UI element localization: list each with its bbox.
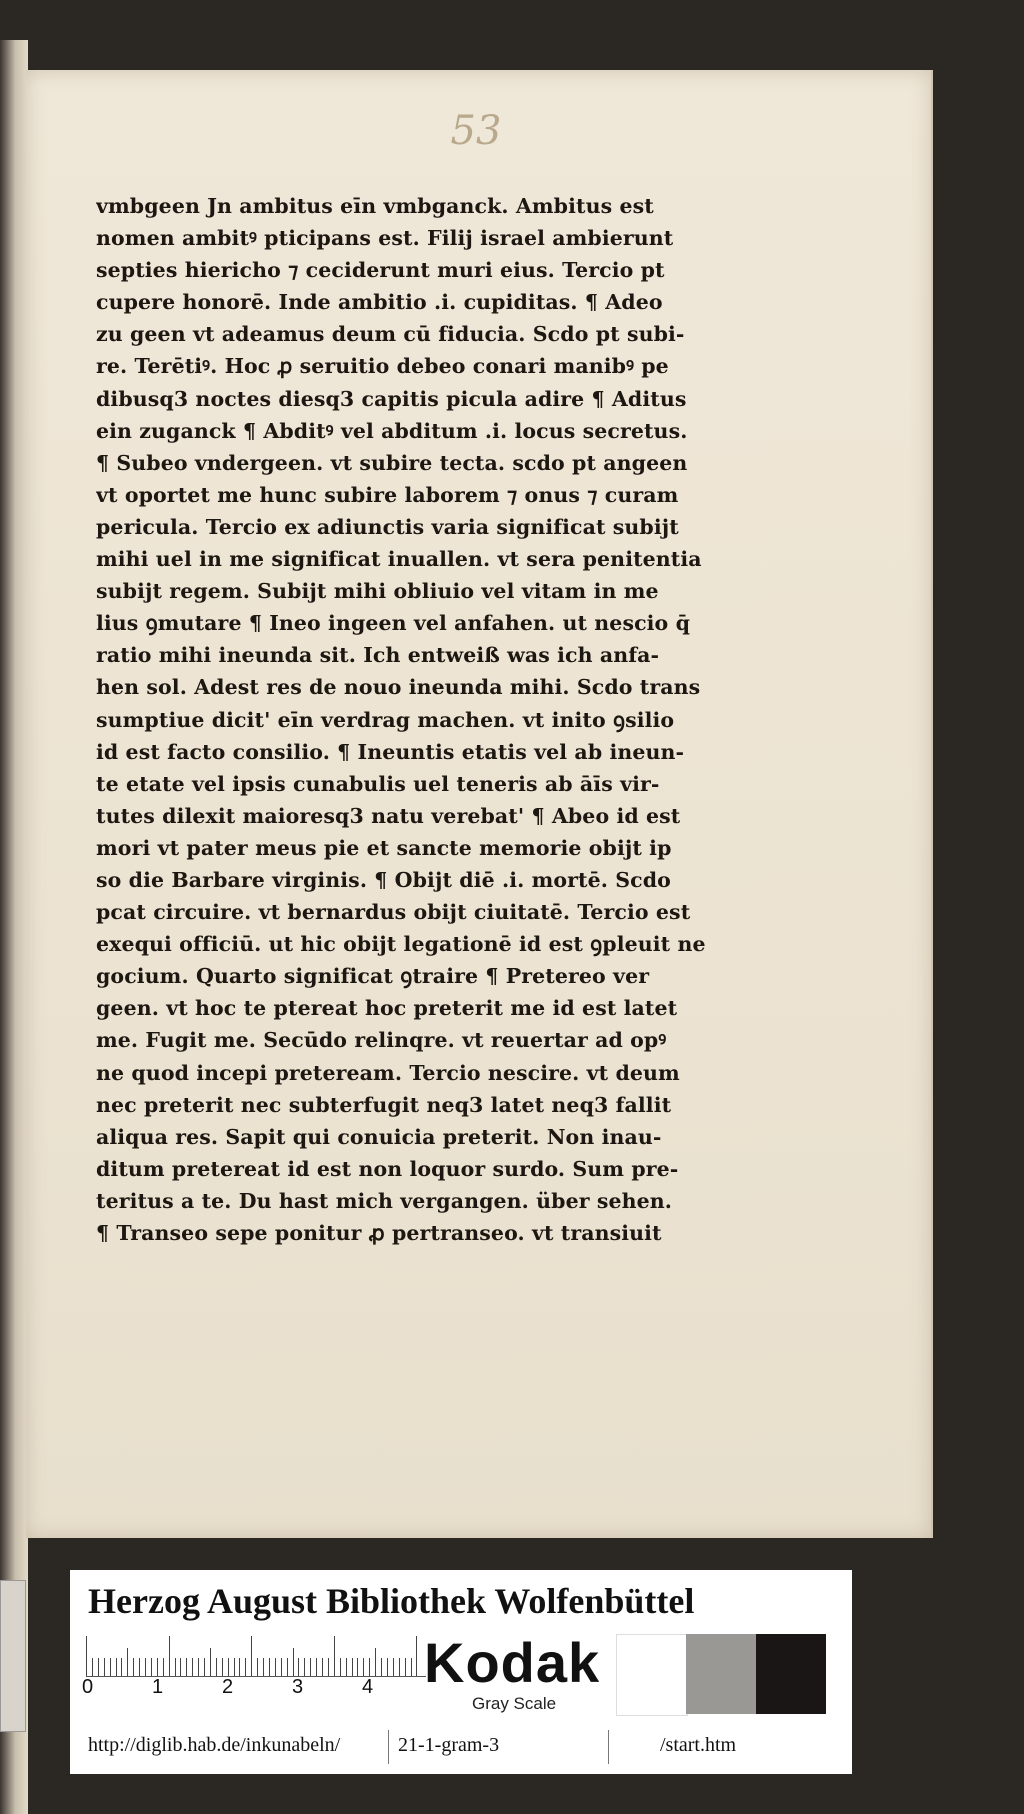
ruler-tick xyxy=(293,1648,294,1676)
ruler-tick xyxy=(116,1658,117,1676)
ruler-tick xyxy=(281,1658,282,1676)
text-line: vmbgeen Jn ambitus eīn vmbganck. Ambitus est xyxy=(96,194,654,218)
side-label xyxy=(0,1580,26,1732)
ruler-tick xyxy=(399,1658,400,1676)
ruler-tick xyxy=(340,1658,341,1676)
text-line: septies hiericho ⁊ ceciderunt muri eius. Tercio pt xyxy=(96,258,665,283)
text-line: pcat circuire. vt bernardus obijt ciuitatē. Tercio est xyxy=(96,900,691,925)
ruler-tick xyxy=(393,1658,394,1676)
ruler-tick xyxy=(175,1658,176,1676)
ruler-tick xyxy=(416,1636,417,1676)
text-line: ein zuganck ¶ Abditꝰ vel abditum .i. locus secretus. xyxy=(96,418,688,443)
text-line: ¶ Transeo sepe ponitur ꝓ pertranseo. vt transiuit xyxy=(96,1221,662,1245)
text-line: so die Barbare virginis. ¶ Obijt diē .i. mortē. Scdo xyxy=(96,867,671,892)
text-line: geen. vt hoc te ptereat hoc preterit me id est latet xyxy=(96,996,678,1021)
ruler-tick xyxy=(375,1648,376,1676)
ruler-tick xyxy=(145,1658,146,1676)
ruler-tick xyxy=(334,1636,335,1676)
ruler-tick xyxy=(239,1658,240,1676)
ruler-tick xyxy=(304,1658,305,1676)
ruler-tick xyxy=(234,1658,235,1676)
color-target-card xyxy=(70,1570,852,1774)
ruler-tick xyxy=(228,1658,229,1676)
url-row xyxy=(88,1730,838,1764)
ruler-tick xyxy=(363,1658,364,1676)
text-line: sumptiue dicit' eīn verdrag machen. vt inito ꝯsilio xyxy=(96,707,675,732)
ruler-tick xyxy=(127,1648,128,1676)
text-line: mori vt pater meus pie et sancte memorie obijt ip xyxy=(96,835,672,860)
text-line: exequi officiū. ut hic obijt legationē id est ꝯpleuit ne xyxy=(96,932,706,957)
ruler-tick xyxy=(328,1658,329,1676)
text-line: ¶ Subeo vndergeen. vt subire tecta. scdo pt angeen xyxy=(96,450,688,475)
text-line: pericula. Tercio ex adiunctis varia significat subijt xyxy=(96,514,679,539)
ruler-number: 4 xyxy=(362,1676,374,1698)
text-line: gocium. Quarto significat ꝯtraire ¶ Pretereo ver xyxy=(96,964,650,989)
ruler-tick xyxy=(92,1658,93,1676)
ruler-tick xyxy=(110,1658,111,1676)
text-line: lius ꝯmutare ¶ Ineo ingeen vel anfahen. ut nescio q̄ xyxy=(96,611,691,636)
text-line: nec preterit nec subterfugit neq3 latet neq3 fallit xyxy=(96,1092,672,1117)
ruler-tick xyxy=(198,1658,199,1676)
ruler-tick xyxy=(216,1658,217,1676)
gray-patch xyxy=(686,1634,756,1714)
text-line: tutes dilexit maioresq3 natu verebat' ¶ Abeo id est xyxy=(96,803,681,828)
ruler-tick xyxy=(251,1636,252,1676)
ruler-tick xyxy=(352,1658,353,1676)
text-block xyxy=(96,190,756,1249)
ruler-tick xyxy=(287,1658,288,1676)
text-line: cupere honorē. Inde ambitio .i. cupiditas. ¶ Adeo xyxy=(96,290,663,315)
ruler-number: 2 xyxy=(222,1676,234,1698)
url-divider xyxy=(608,1730,609,1764)
ruler-tick xyxy=(245,1658,246,1676)
kodak-logo: Kodak xyxy=(424,1631,601,1694)
ruler-tick xyxy=(316,1658,317,1676)
text-line: hen sol. Adest res de nouo ineunda mihi. Scdo trans xyxy=(96,675,701,700)
ruler-tick xyxy=(222,1658,223,1676)
ruler-tick xyxy=(357,1658,358,1676)
ruler-tick xyxy=(381,1658,382,1676)
text-line: ratio mihi ineunda sit. Ich entweiß was ich anfa- xyxy=(96,643,660,668)
library-title: Herzog August Bibliothek Wolfenbüttel xyxy=(88,1581,695,1621)
ruler-tick xyxy=(169,1636,170,1676)
ruler-tick xyxy=(269,1658,270,1676)
folio-number: 53 xyxy=(450,108,502,154)
text-line: ne quod incepi preteream. Tercio nescire. vt deum xyxy=(96,1060,680,1085)
text-line: zu geen vt adeamus deum cū fiducia. Scdo pt subi- xyxy=(96,322,685,347)
adjacent-page-edge xyxy=(0,40,28,1814)
ruler-tick xyxy=(310,1658,311,1676)
text-line: re. Terētiꝰ. Hoc ꝓ seruitio debeo conari manibꝰ pe xyxy=(96,354,669,379)
text-line: ditum pretereat id est non loquor surdo. Sum pre- xyxy=(96,1156,679,1181)
ruler-number: 0 xyxy=(82,1676,94,1698)
ruler-tick xyxy=(411,1658,412,1676)
ruler-tick xyxy=(298,1658,299,1676)
ruler-tick xyxy=(86,1636,87,1676)
ruler-tick xyxy=(257,1658,258,1676)
ruler-tick xyxy=(204,1658,205,1676)
ruler-tick xyxy=(192,1658,193,1676)
ruler-tick xyxy=(163,1658,164,1676)
url-divider xyxy=(388,1730,389,1764)
text-line: mihi uel in me significat inuallen. vt sera penitentia xyxy=(96,547,702,572)
ruler-tick xyxy=(387,1658,388,1676)
ruler-tick xyxy=(180,1658,181,1676)
text-line: aliqua res. Sapit qui conuicia preterit. Non inau- xyxy=(96,1124,662,1149)
text-line: me. Fugit me. Secūdo relinqre. vt reuertar ad opꝰ xyxy=(96,1028,667,1053)
text-line: te etate vel ipsis cunabulis uel teneris ab āīs vir- xyxy=(96,771,660,796)
text-line: teritus a te. Du hast mich vergangen. über sehen. xyxy=(96,1188,673,1213)
url-left[interactable]: http://diglib.hab.de/inkunabeln/ xyxy=(88,1734,341,1756)
gray-patch xyxy=(616,1634,688,1716)
ruler-tick xyxy=(151,1658,152,1676)
manuscript-page xyxy=(26,70,933,1538)
ruler-tick xyxy=(369,1658,370,1676)
ruler-tick xyxy=(346,1658,347,1676)
ruler-tick xyxy=(322,1658,323,1676)
ruler-tick xyxy=(98,1658,99,1676)
ruler-tick xyxy=(186,1658,187,1676)
ruler-tick xyxy=(263,1658,264,1676)
gray-patch xyxy=(756,1634,826,1714)
text-line: id est facto consilio. ¶ Ineuntis etatis vel ab ineun- xyxy=(96,739,685,764)
ruler-tick xyxy=(121,1658,122,1676)
ruler-tick xyxy=(139,1658,140,1676)
url-right[interactable]: /start.htm xyxy=(660,1734,737,1756)
text-line: dibusq3 noctes diesq3 capitis picula adire ¶ Aditus xyxy=(96,386,687,411)
text-line: nomen ambitꝰ pticipans est. Filij israel ambierunt xyxy=(96,226,674,251)
ruler-number: 3 xyxy=(292,1676,304,1698)
gray-scale-label: Gray Scale xyxy=(472,1694,557,1713)
ruler-number: 1 xyxy=(152,1676,164,1698)
ruler-tick xyxy=(405,1658,406,1676)
ruler-tick xyxy=(210,1648,211,1676)
ruler-tick xyxy=(275,1658,276,1676)
url-middle[interactable]: 21-1-gram-3 xyxy=(398,1734,500,1756)
ruler-tick xyxy=(104,1658,105,1676)
text-line: subijt regem. Subijt mihi obliuio vel vitam in me xyxy=(96,579,659,604)
measurement-ruler xyxy=(86,1636,426,1677)
ruler-tick xyxy=(133,1658,134,1676)
ruler-tick xyxy=(157,1658,158,1676)
text-line: vt oportet me hunc subire laborem ⁊ onus ⁊ curam xyxy=(96,482,679,507)
